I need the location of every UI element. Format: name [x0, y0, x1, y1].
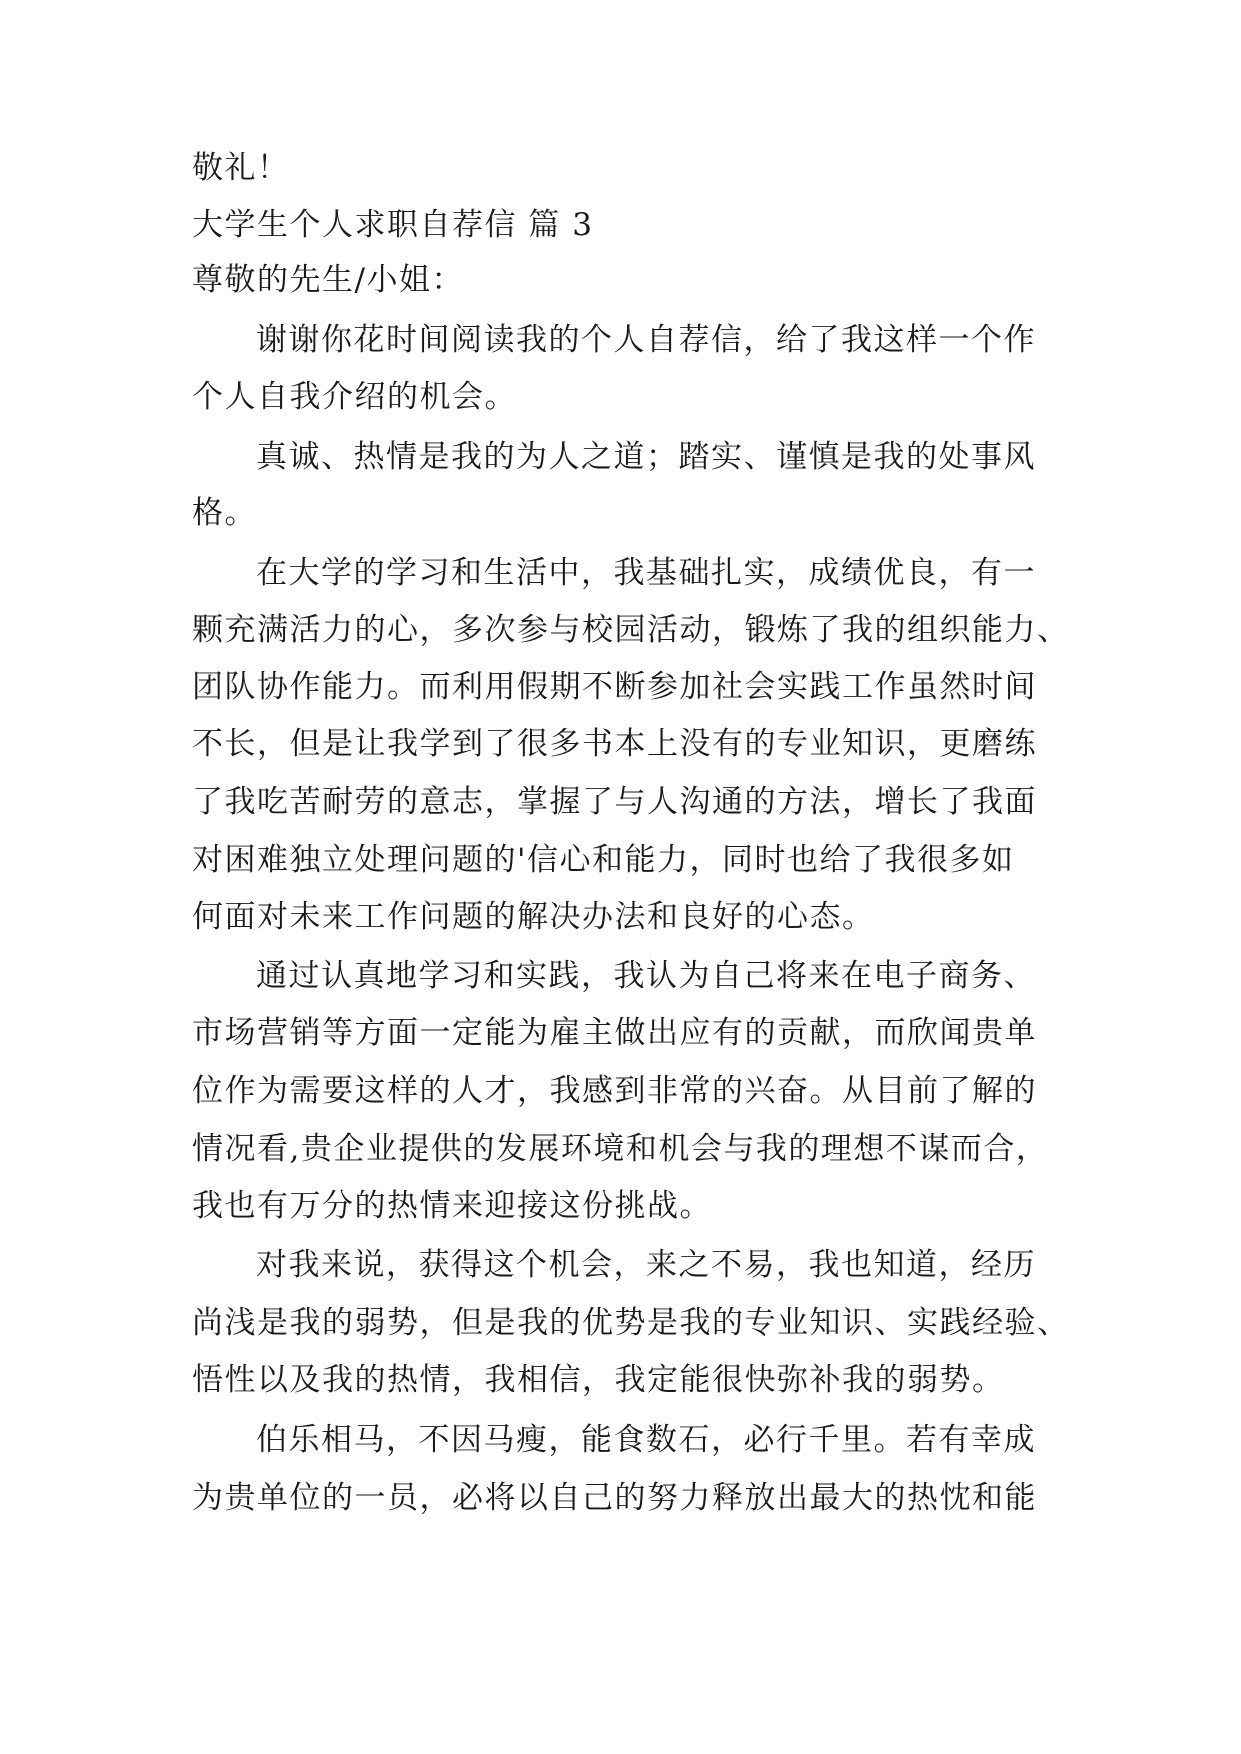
body-line: 团队协作能力。而利用假期不断参加社会实践工作虽然时间: [192, 669, 1037, 705]
body-line: 了我吃苦耐劳的意志，掌握了与人沟通的方法，增长了我面: [192, 784, 1037, 820]
body-line: 尚浅是我的弱势，但是我的优势是我的专业知识、实践经验、: [192, 1305, 1070, 1341]
body-line: 颗充满活力的心，多次参与校园活动，锻炼了我的组织能力、: [192, 612, 1070, 648]
body-line: 通过认真地学习和实践，我认为自己将来在电子商务、: [256, 958, 1036, 994]
body-line: 对我来说，获得这个机会，来之不易，我也知道，经历: [256, 1247, 1036, 1283]
letter-heading: 大学生个人求职自荐信 篇 3: [192, 207, 594, 243]
body-line: 我也有万分的热情来迎接这份挑战。: [192, 1188, 712, 1224]
body-line: 真诚、热情是我的为人之道；踏实、谨慎是我的处事风: [256, 439, 1036, 475]
body-line: 为贵单位的一员，必将以自己的努力释放出最大的热忱和能: [192, 1480, 1037, 1516]
body-line: 不长，但是让我学到了很多书本上没有的专业知识，更磨练: [192, 726, 1037, 762]
body-line: 位作为需要这样的人才，我感到非常的兴奋。从目前了解的: [192, 1073, 1037, 1109]
body-line: 格。: [192, 495, 257, 531]
body-line: 伯乐相马，不因马瘦，能食数石，必行千里。若有幸成: [256, 1422, 1036, 1458]
body-line: 个人自我介绍的机会。: [192, 379, 517, 415]
body-line: 情况看,贵企业提供的发展环境和机会与我的理想不谋而合，: [192, 1131, 1049, 1167]
body-line: 谢谢你花时间阅读我的个人自荐信，给了我这样一个作: [256, 322, 1036, 358]
body-line: 何面对未来工作问题的解决办法和良好的心态。: [192, 899, 875, 935]
body-line: 对困难独立处理问题的'信心和能力，同时也给了我很多如: [192, 842, 1015, 878]
body-line: 市场营销等方面一定能为雇主做出应有的贡献，而欣闻贵单: [192, 1015, 1037, 1051]
body-line: 悟性以及我的热情，我相信，我定能很快弥补我的弱势。: [192, 1362, 1005, 1398]
body-line: 在大学的学习和生活中，我基础扎实，成绩优良，有一: [256, 555, 1036, 591]
closing-line: 敬礼！: [192, 150, 290, 186]
salutation-line: 尊敬的先生/小姐：: [192, 262, 464, 298]
